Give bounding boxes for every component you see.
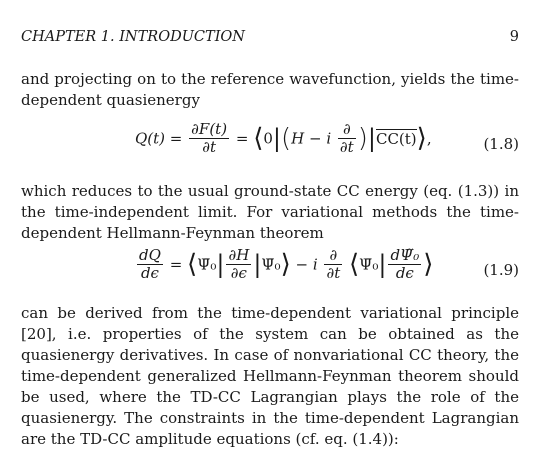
eq19-bar2: |	[253, 250, 262, 279]
eq18-operator: H − i	[291, 129, 332, 148]
eq18-frac1-num: ∂F(t)	[191, 120, 228, 138]
eq18-rangle: ⟩	[416, 123, 427, 154]
eq19-langle2: ⟨	[349, 249, 360, 280]
eq19-bra1: Ψ̄₀	[197, 255, 217, 274]
equation-1-8	[21, 121, 519, 171]
eq19-frac2-den: ∂ϵ	[230, 264, 247, 282]
page-number: 9	[509, 29, 519, 45]
equation-1-8-body	[135, 121, 432, 156]
eq19-equals: =	[169, 255, 183, 274]
eq18-langle: ⟨	[253, 123, 264, 154]
eq18-ket: CC(t)	[375, 129, 417, 148]
eq18-rparen: )	[357, 123, 368, 154]
eq19-minus-i: − i	[295, 255, 318, 274]
eq19-frac1-num: dQ	[139, 246, 161, 264]
eq19-frac4-num: dΨ̃₀	[390, 246, 420, 264]
eq18-frac2-den: ∂t	[339, 138, 354, 156]
eq18-bar1: |	[272, 124, 281, 153]
equation-1-9-body	[135, 247, 433, 282]
eq19-frac3-den: ∂t	[326, 264, 341, 282]
eq19-frac-dH-de	[226, 247, 251, 282]
eq18-frac-dF-dt	[189, 121, 229, 156]
eq19-bra2: Ψ̄₀	[359, 255, 379, 274]
eq19-frac1-den: dϵ	[140, 264, 159, 282]
eq18-frac2-num: ∂	[338, 121, 356, 139]
eq18-lparen: (	[281, 123, 292, 154]
equation-1-8-number: (1.8)	[483, 135, 519, 153]
eq19-rangle2: ⟩	[423, 249, 434, 280]
eq18-equals: =	[235, 129, 249, 148]
eq19-frac3-num: ∂	[324, 247, 342, 265]
eq18-frac1-den: ∂t	[202, 138, 216, 156]
eq19-ket1: Ψ̄₀	[261, 255, 281, 274]
eq19-frac-dPsi-de	[388, 247, 421, 282]
paragraph-1: and projecting on to the reference wavefunction, yields the time-dependent quasienergy	[21, 70, 519, 109]
eq19-langle1: ⟨	[187, 249, 198, 280]
eq19-rangle1: ⟩	[280, 249, 291, 280]
paragraph-2: which reduces to the usual ground-state CC energy (eq. (1.3)) in the time-independent limit. For variational methods the time-dependent Hellmann-Feynman theorem	[21, 182, 519, 242]
eq18-lhs: Q(t) =	[135, 129, 183, 148]
eq19-frac4-den: dϵ	[395, 264, 414, 282]
paragraph-3: can be derived from the time-dependent variational principle [20], i.e. properties of the system can be obtained as the quasienergy derivatives. In case of nonvariational CC theory, the time-dependent generalized Hellmann-Feynman theorem should be used, where the TD-CC Lagrangian plays the role of the quasienergy. The constraints in the time-dependent Lagrangian are the TD-CC amplitude equations (cf. eq. (1.4)):	[21, 304, 519, 448]
eq18-comma: ,	[426, 129, 432, 148]
eq18-bra: 0	[263, 129, 273, 148]
eq18-bar2: |	[367, 124, 376, 153]
eq19-frac-d-dt	[324, 247, 342, 282]
eq19-frac2-num: ∂H	[228, 246, 250, 264]
equation-1-9-number: (1.9)	[483, 261, 519, 279]
equation-1-9	[21, 247, 519, 297]
chapter-heading: CHAPTER 1. INTRODUCTION	[21, 29, 245, 45]
eq19-bar1: |	[216, 250, 225, 279]
eq19-frac-dQ-de	[137, 247, 163, 282]
running-header	[21, 29, 519, 49]
eq19-bar3: |	[378, 250, 387, 279]
eq18-frac-d-dt	[338, 121, 356, 156]
